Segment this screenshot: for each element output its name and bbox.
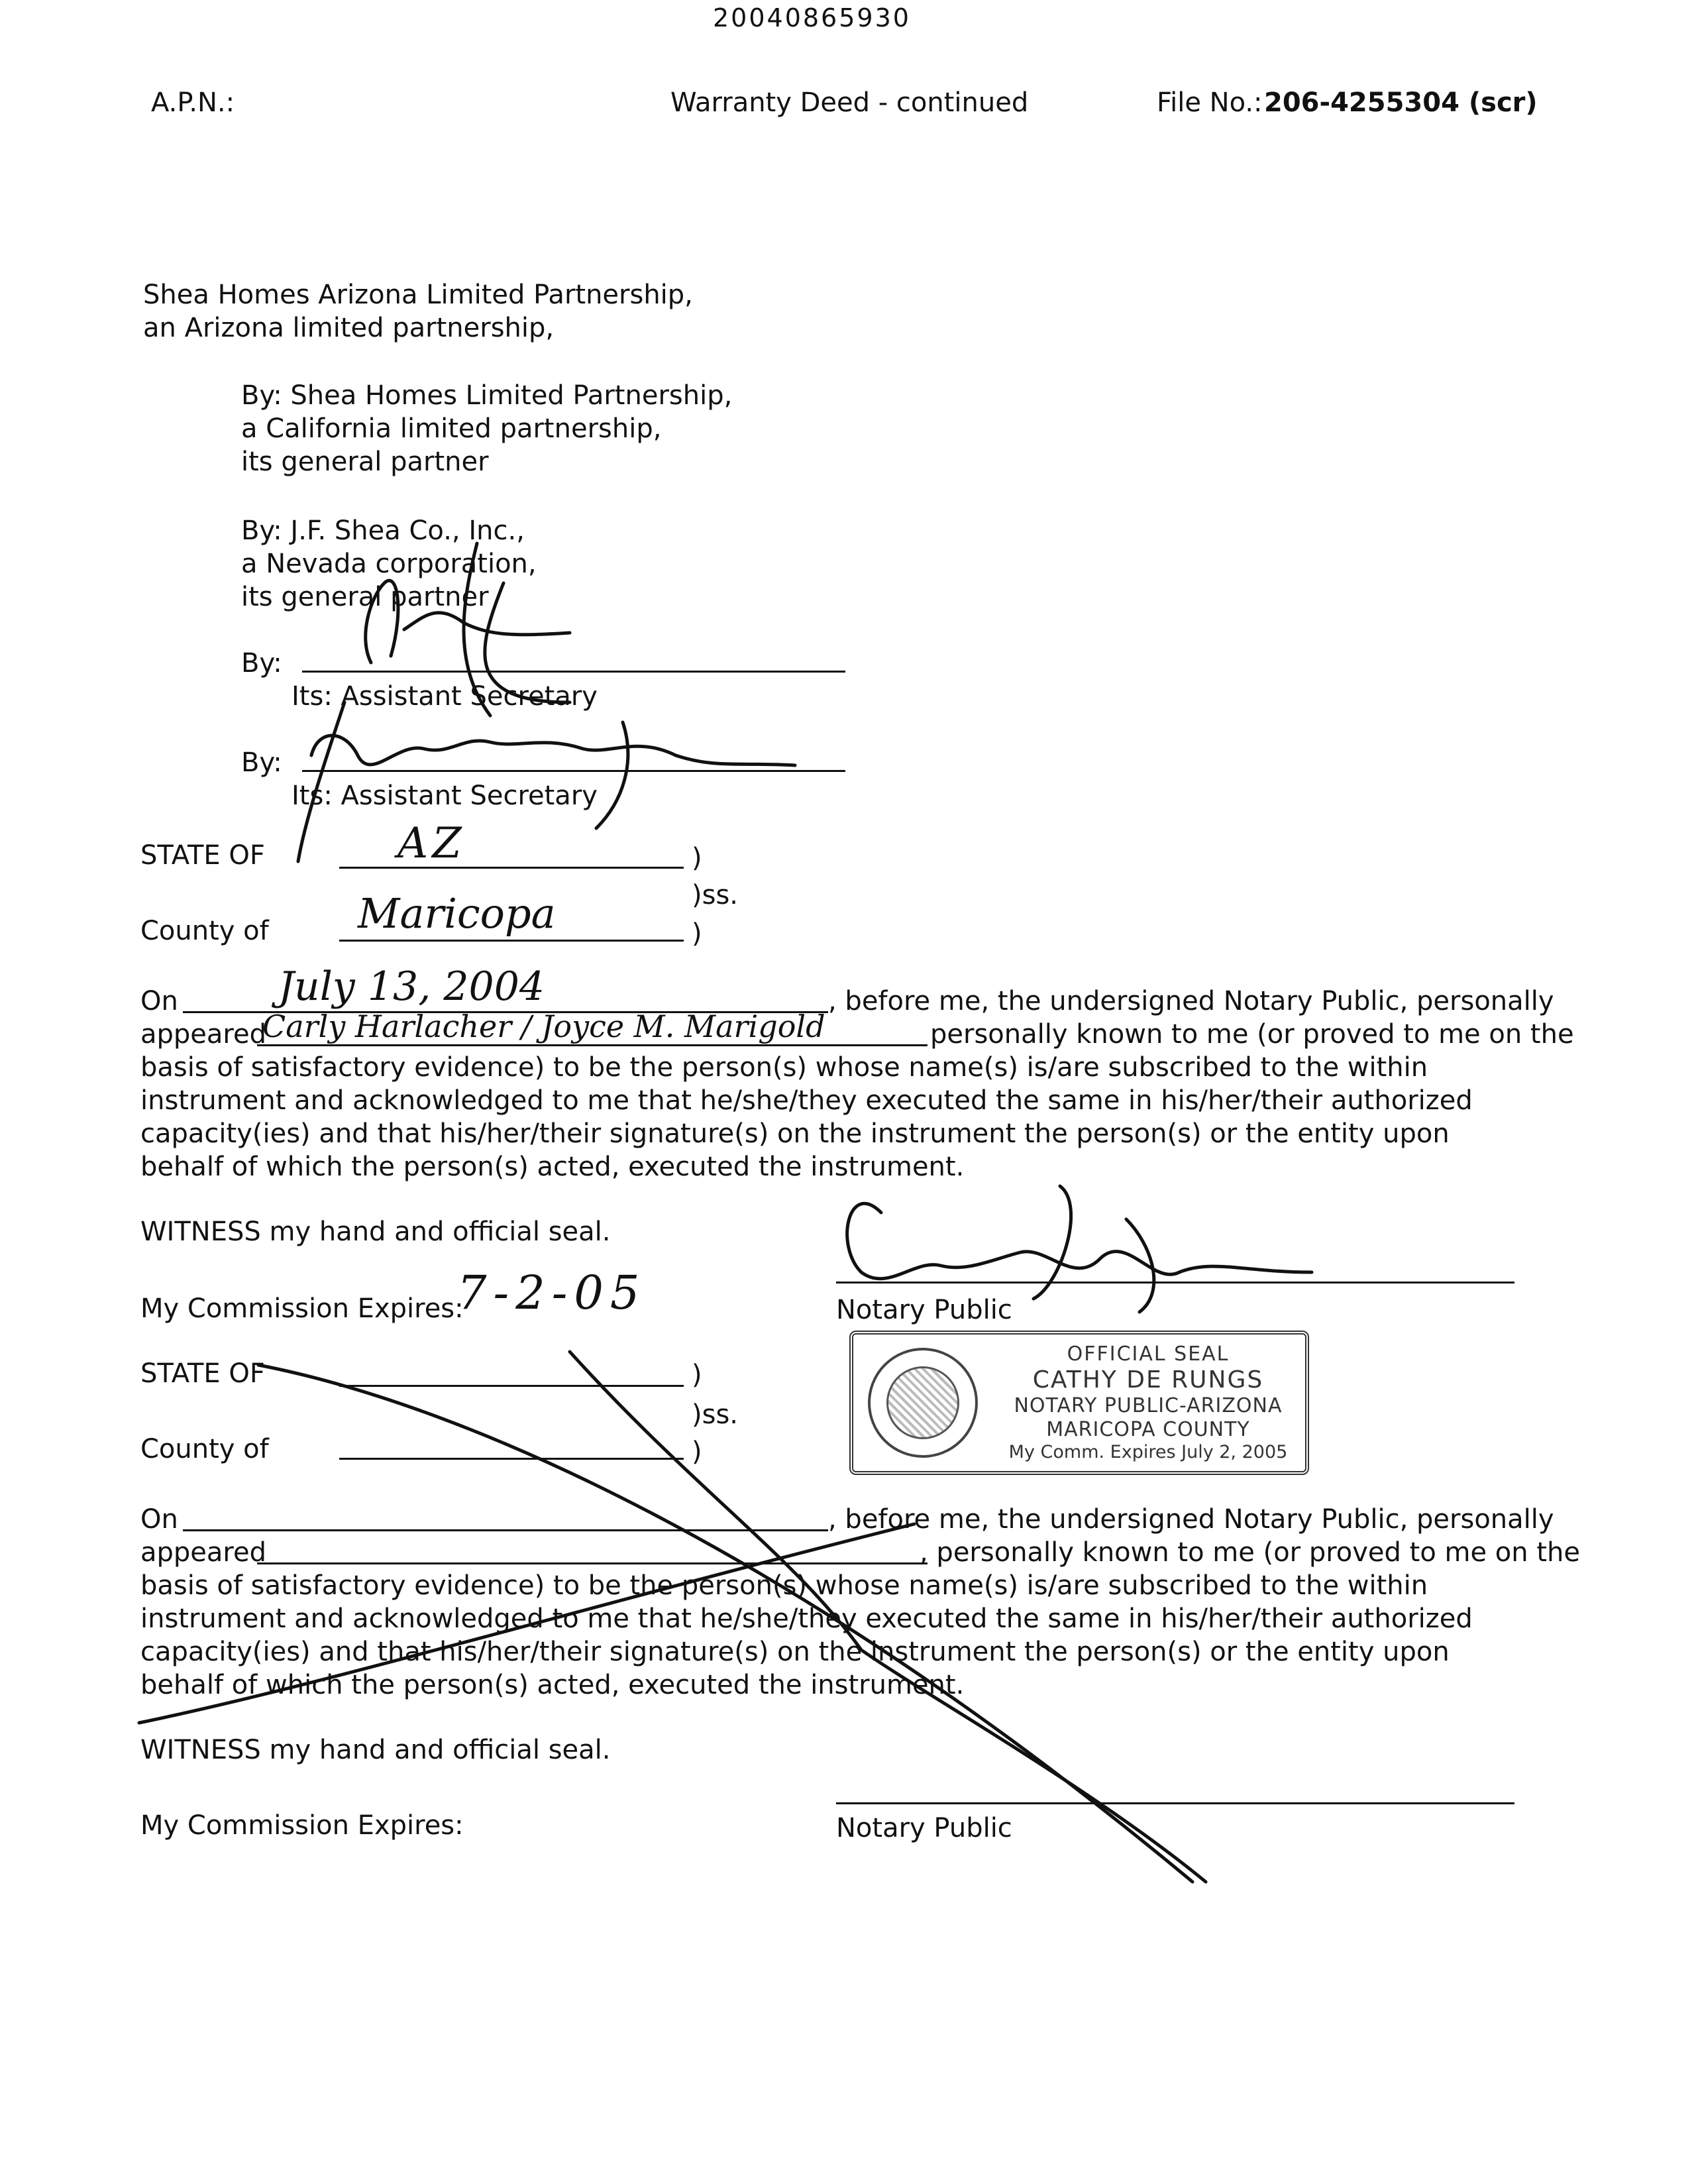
notary-signature-line-1 [836,1282,1514,1283]
commission-label-1: My Commission Expires: [140,1293,464,1324]
file-number-value: 206-4255304 (scr) [1264,87,1538,118]
county-paren-1: ) [692,918,702,949]
seal-notary-name: CATHY DE RUNGS [1032,1366,1264,1393]
date-line-2 [183,1529,828,1531]
state-line-2 [339,1385,684,1387]
county-value-1: Maricopa [358,889,556,938]
partner-role: its general partner [241,447,489,477]
signature-line-1 [302,671,845,673]
witness-text-2: WITNESS my hand and official seal. [140,1735,611,1765]
seal-emblem-icon [886,1366,959,1439]
seal-heading: OFFICIAL SEAL [1067,1342,1230,1366]
notary-label-2: Notary Public [836,1813,1012,1843]
official-notary-seal [849,1331,1309,1475]
corp-name: By: J.F. Shea Co., Inc., [241,516,525,546]
appeared-tail-1: personally known to me (or proved to me on the [930,1019,1574,1050]
notary-signature-loop [1034,1186,1154,1312]
appeared-line-1 [257,1044,928,1046]
state-line-1 [339,867,684,869]
acknowledgment-text-2: basis of satisfactory evidence) to be the person(s) whose name(s) is/are subscribed to the within instrument and acknowledged to me that he/she/they executed the same in his/her/their authorized capacity(ies) and that his/her/their signature(s) on the instrument the person(s) or the entity upon behalf of which the person(s) acted, executed the instrument. [140,1570,1473,1700]
seal-county: MARICOPA COUNTY [1046,1418,1250,1441]
before-text-2: , before me, the undersigned Notary Public, personally [828,1504,1554,1535]
signature-line-2 [302,770,845,772]
state-seal-icon [868,1348,978,1458]
county-paren-2: ) [692,1437,702,1467]
on-label-1: On [140,986,178,1016]
on-label-2: On [140,1504,178,1535]
grantor-type: an Arizona limited partnership, [143,313,555,343]
notary-signature-scribble [847,1203,1312,1278]
before-text-1: , before me, the undersigned Notary Public, personally [828,986,1554,1016]
partner-name: By: Shea Homes Limited Partnership, [241,380,733,411]
partner-type: a California limited partnership, [241,413,662,444]
county-line-2 [339,1458,684,1460]
appeared-label-2: appeared [140,1537,266,1568]
appeared-label-1: appeared [140,1019,266,1050]
notary-signature-line-2 [836,1802,1514,1804]
seal-notary-title: NOTARY PUBLIC-ARIZONA [1014,1394,1283,1417]
appeared-value-1: Carly Harlacher / Joyce M. Marigold [262,1009,825,1044]
signature-title-2: Its: Assistant Secretary [292,781,598,811]
county-line-1 [339,940,684,942]
document-title: Warranty Deed - continued [670,87,1029,118]
county-label-1: County of [140,916,269,946]
acknowledgment-text-1: basis of satisfactory evidence) to be the person(s) whose name(s) is/are subscribed to the within instrument and acknowledged to me that he/she/they executed the same in his/her/their authorized capacity(ies) and that his/her/their signature(s) on the instrument the person(s) or the entity upon behalf of which the person(s) acted, executed the instrument. [140,1052,1473,1182]
witness-text-1: WITNESS my hand and official seal. [140,1217,611,1247]
state-label-2: STATE OF [140,1358,265,1389]
county-label-2: County of [140,1434,269,1464]
document-number: 20040865930 [713,3,911,32]
signature-scribble-2 [311,736,795,765]
date-value-1: July 13, 2004 [278,963,545,1010]
corp-type: a Nevada corporation, [241,549,537,579]
state-value-1: AZ [398,819,466,868]
signature-title-1: Its: Assistant Secretary [292,681,598,712]
ss-label-2: )ss. [692,1399,738,1430]
appeared-line-2 [257,1562,928,1564]
corp-role: its general partner [241,582,489,612]
notary-label-1: Notary Public [836,1295,1012,1325]
state-paren-1: ) [692,843,702,873]
commission-value-1: 7-2-05 [457,1266,647,1320]
state-label-1: STATE OF [140,840,265,871]
ss-label-1: )ss. [692,880,738,910]
signature-by-label-2: By: [241,747,282,778]
seal-expiration: My Comm. Expires July 2, 2005 [1008,1442,1288,1462]
grantor-name: Shea Homes Arizona Limited Partnership, [143,280,693,310]
commission-label-2: My Commission Expires: [140,1810,464,1841]
state-paren-2: ) [692,1360,702,1390]
file-number-label: File No.: [1157,87,1263,118]
apn-label: A.P.N.: [151,87,235,118]
signature-by-label-1: By: [241,648,282,679]
appeared-tail-2: , personally known to me (or proved to me on the [920,1537,1580,1568]
